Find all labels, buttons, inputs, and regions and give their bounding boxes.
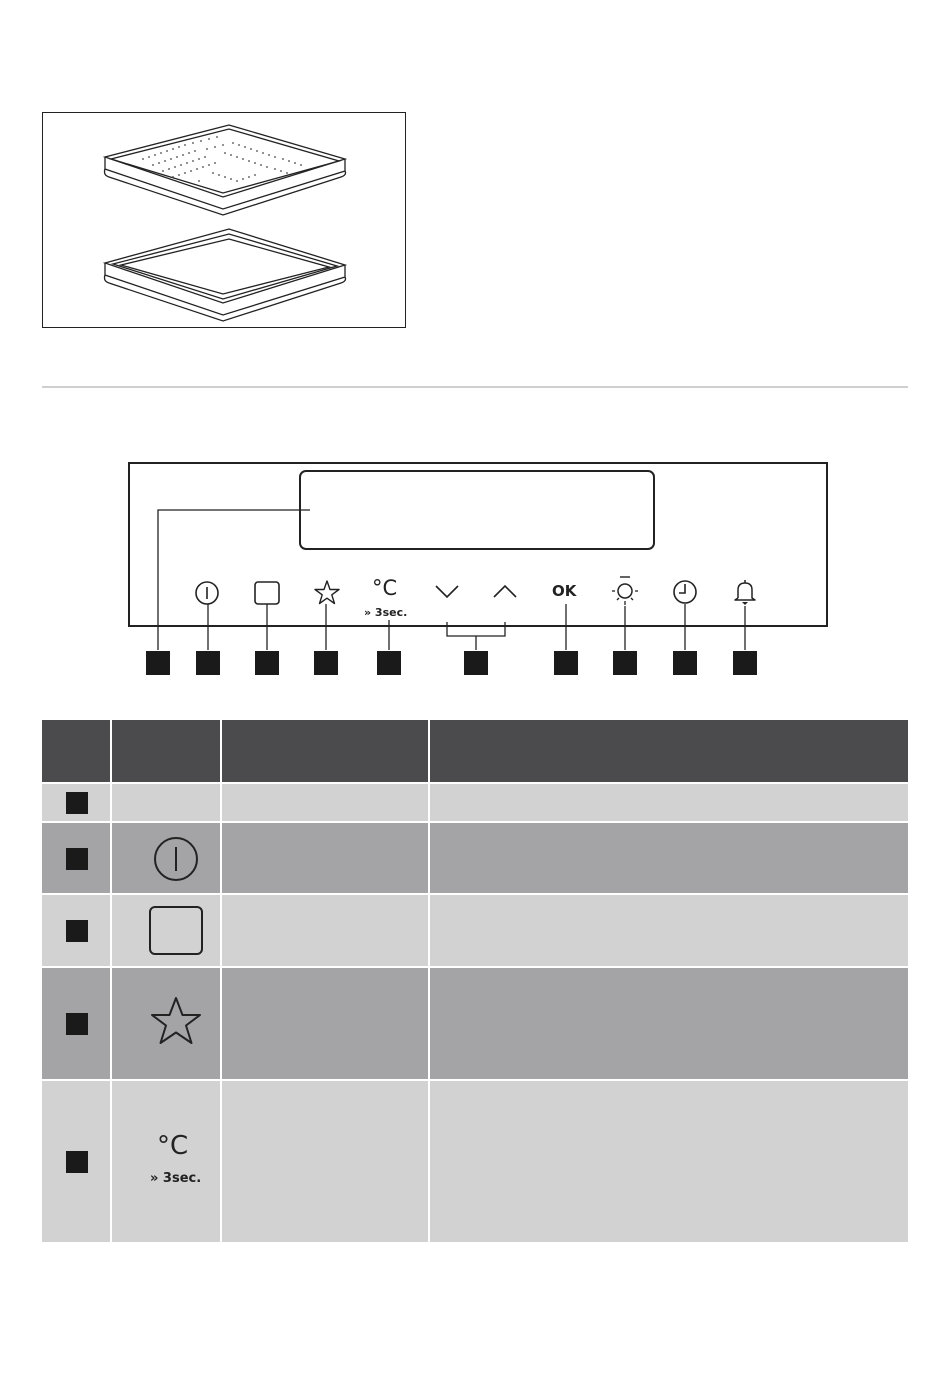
square-icon <box>148 905 204 957</box>
ok-button[interactable]: OK <box>552 582 577 600</box>
degree-celsius-icon: °C <box>157 1131 189 1161</box>
header-symbol <box>112 720 220 782</box>
row-marker-5 <box>66 1151 88 1173</box>
header-description <box>430 720 908 782</box>
row-marker-2 <box>66 848 88 870</box>
row-description <box>430 895 908 966</box>
clock-icon[interactable] <box>672 579 698 605</box>
row-marker-1 <box>66 792 88 814</box>
table-row <box>42 784 908 821</box>
bell-icon[interactable] <box>733 578 757 606</box>
marker-8 <box>613 651 637 675</box>
row-function <box>222 1081 428 1242</box>
marker-3 <box>255 651 279 675</box>
marker-2 <box>196 651 220 675</box>
row-function <box>222 784 428 821</box>
star-icon <box>149 995 203 1047</box>
hold-3sec-label: » 3sec. <box>150 1171 202 1186</box>
table-header <box>42 720 908 782</box>
header-function <box>222 720 428 782</box>
marker-10 <box>733 651 757 675</box>
power-icon[interactable] <box>194 580 220 606</box>
marker-7 <box>554 651 578 675</box>
degree-celsius-icon[interactable]: °C <box>372 576 398 600</box>
row-description <box>430 968 908 1079</box>
chevron-down-icon[interactable] <box>434 582 460 600</box>
square-icon[interactable] <box>253 580 281 606</box>
row-function <box>222 895 428 966</box>
power-icon <box>152 835 200 883</box>
chevron-up-icon[interactable] <box>492 582 518 600</box>
marker-1 <box>146 651 170 675</box>
row-function <box>222 968 428 1079</box>
lamp-icon[interactable] <box>611 574 639 606</box>
row-symbol <box>112 784 220 821</box>
row-marker-3 <box>66 920 88 942</box>
hold-3sec-label: » 3sec. <box>364 606 408 619</box>
star-icon[interactable] <box>313 579 341 605</box>
marker-5 <box>377 651 401 675</box>
marker-6 <box>464 651 488 675</box>
table-row <box>42 823 908 893</box>
row-description <box>430 784 908 821</box>
table-row <box>42 1081 908 1242</box>
row-function <box>222 823 428 893</box>
row-description <box>430 1081 908 1242</box>
table-row <box>42 968 908 1079</box>
marker-9 <box>673 651 697 675</box>
header-number <box>42 720 110 782</box>
table-row <box>42 895 908 966</box>
row-description <box>430 823 908 893</box>
row-marker-4 <box>66 1013 88 1035</box>
marker-4 <box>314 651 338 675</box>
